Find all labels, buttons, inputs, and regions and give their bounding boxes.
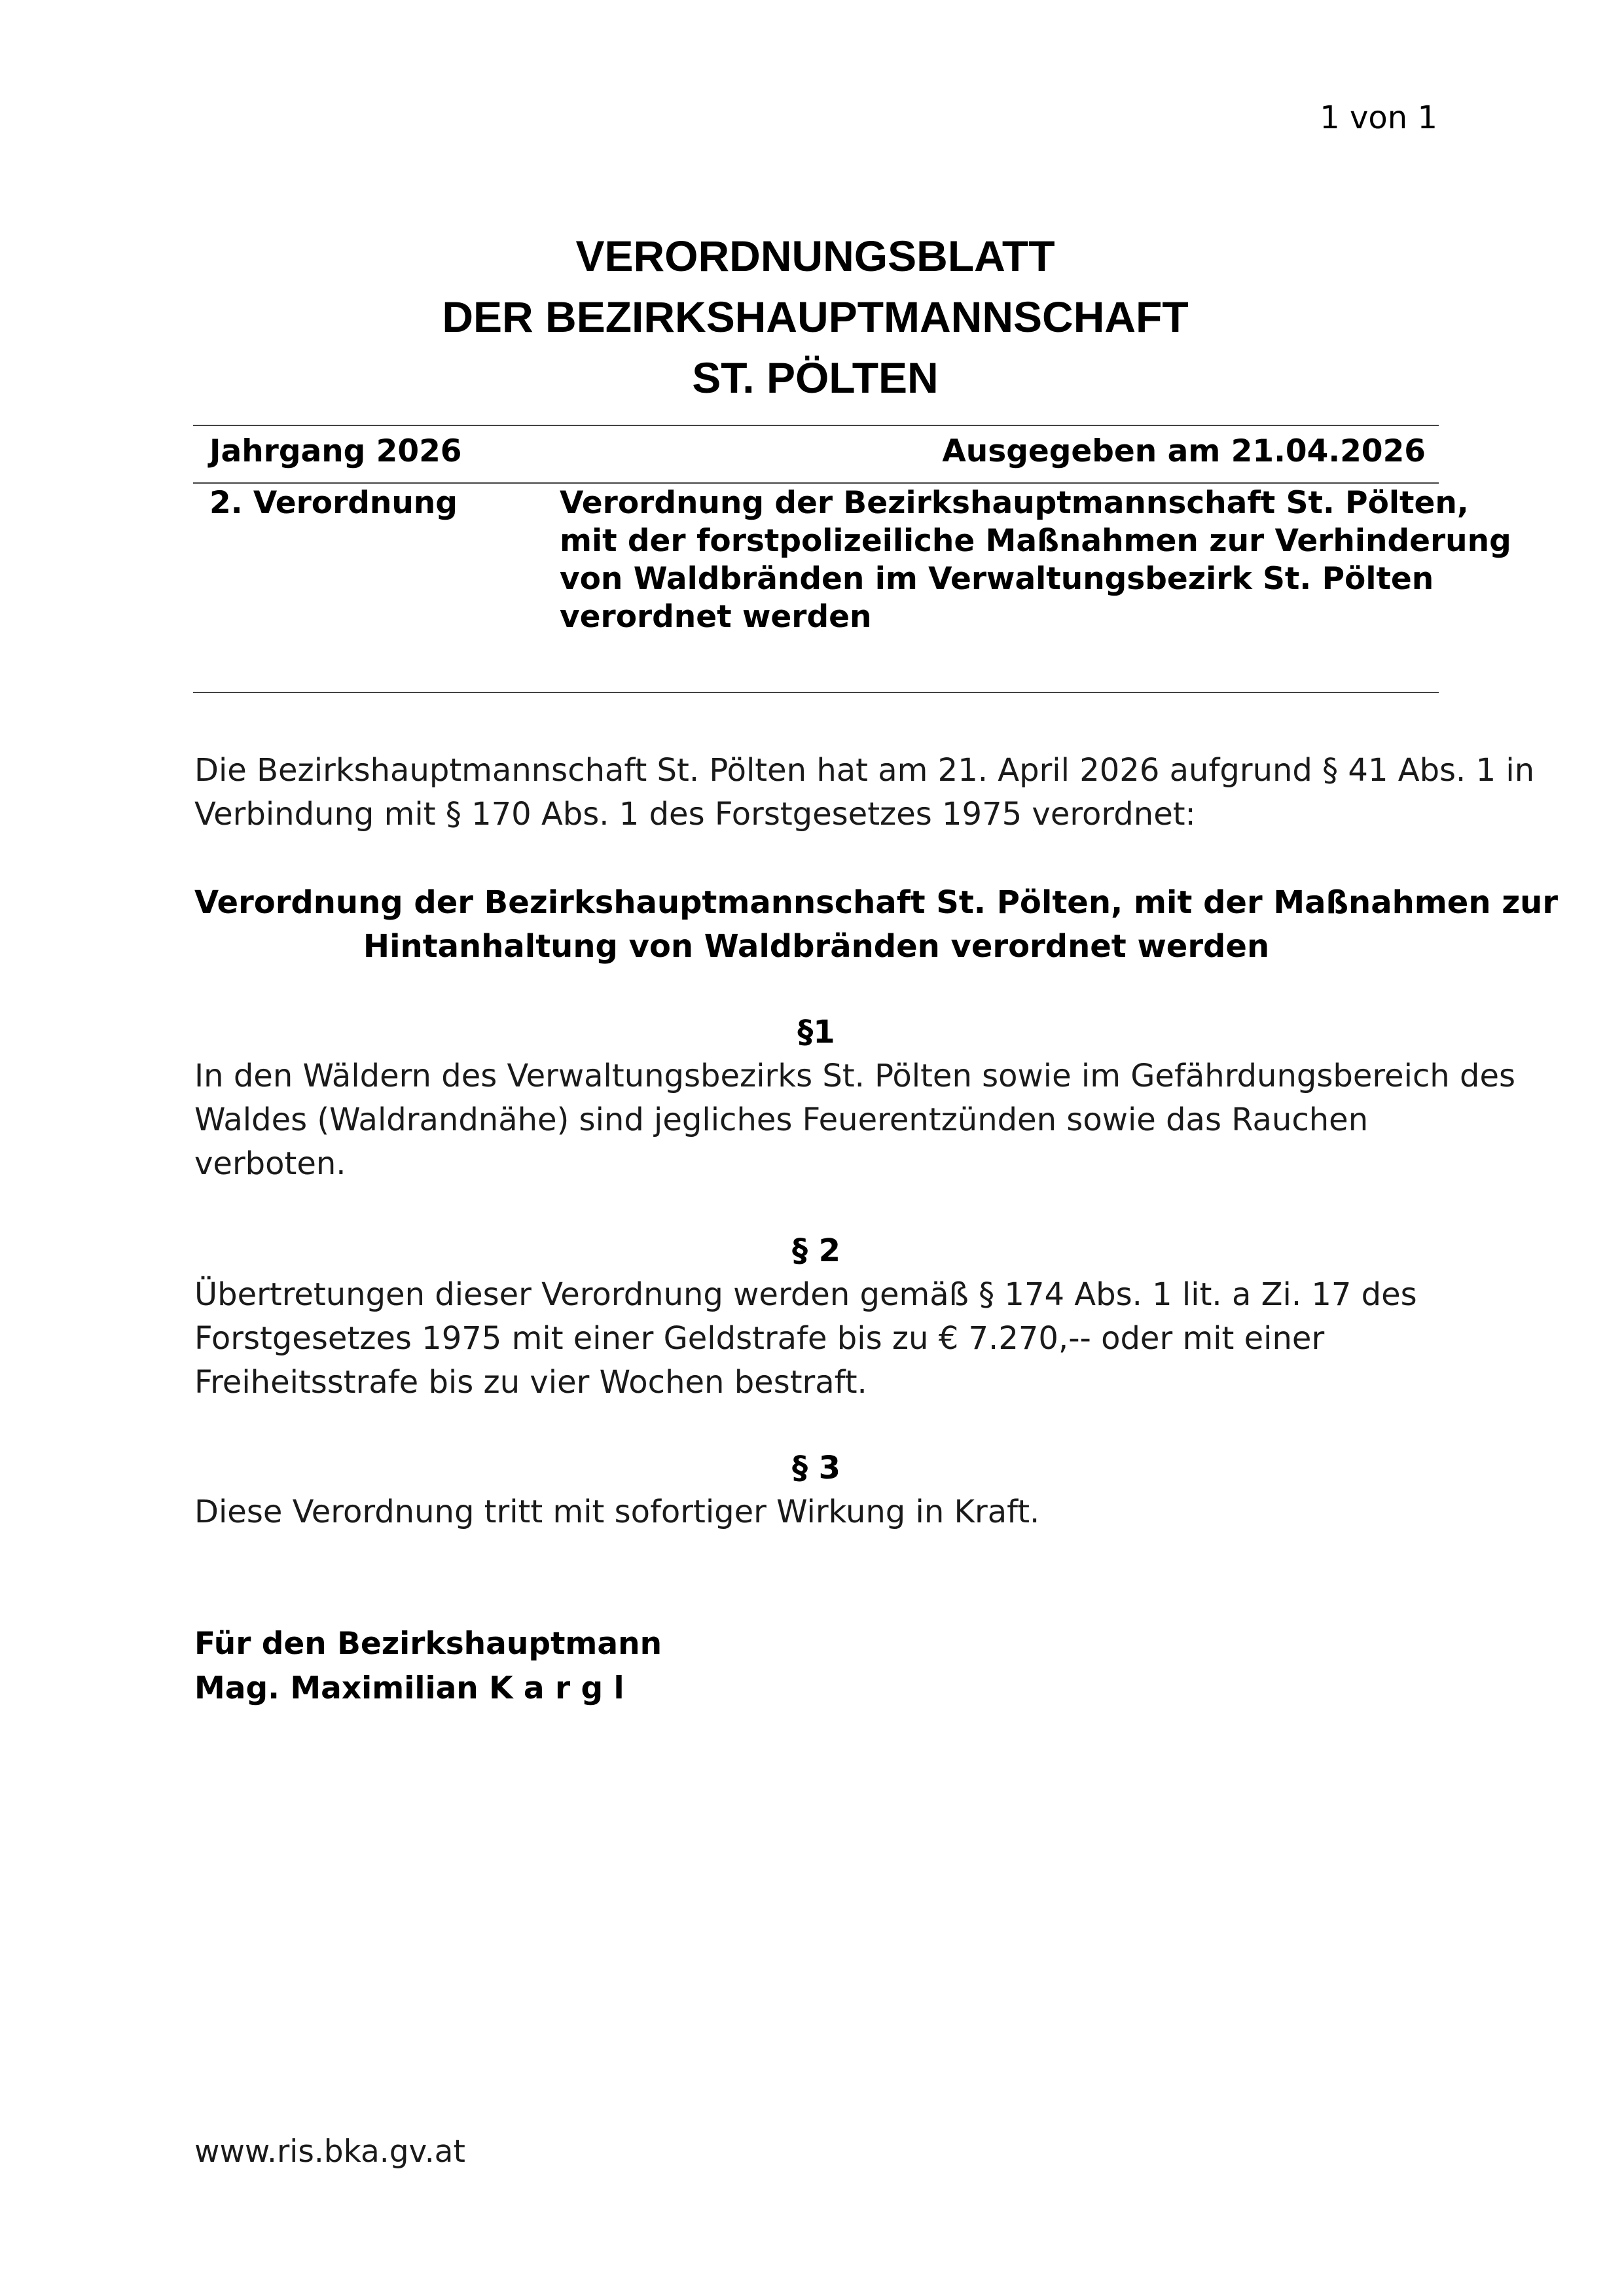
section-2-text <box>194 1273 1438 1405</box>
regulation-heading-line: Hintanhaltung von Waldbränden verordnet werden <box>363 928 1270 965</box>
issue-row <box>209 429 1426 475</box>
table-bottom-rule <box>193 692 1439 693</box>
section-2-line: Freiheitsstrafe bis zu vier Wochen bestraft. <box>194 1364 867 1401</box>
section-1-heading <box>194 1011 1438 1054</box>
page-number: 1 von 1 <box>1320 99 1437 136</box>
ordinance-title-line: Verordnung der Bezirkshauptmannschaft St. Pölten, <box>560 485 1469 521</box>
signature-name: Mag. Maximilian K a r g l <box>194 1670 624 1706</box>
ordinance-title-line: verordnet werden <box>560 599 872 635</box>
section-2-heading <box>194 1229 1438 1273</box>
issue-date: Ausgegeben am 21.04.2026 <box>942 433 1426 469</box>
section-1-line: In den Wäldern des Verwaltungsbezirks St. Pölten sowie im Gefährdungsbereich des <box>194 1058 1515 1094</box>
signature-block <box>194 1622 662 1711</box>
regulation-heading <box>194 881 1559 969</box>
section-2-line: Forstgesetzes 1975 mit einer Geldstrafe bis zu € 7.270,-- oder mit einer <box>194 1320 1325 1357</box>
section-3-text <box>194 1490 1438 1534</box>
section-1-line: verboten. <box>194 1145 346 1182</box>
ordinance-title-line: von Waldbränden im Verwaltungsbezirk St. Pölten <box>560 561 1434 597</box>
intro-paragraph <box>194 749 1535 836</box>
volume-year: Jahrgang 2026 <box>209 433 462 469</box>
section-1-text <box>194 1054 1515 1186</box>
section-1-line: Waldes (Waldrandnähe) sind jegliches Feuerentzünden sowie das Rauchen <box>194 1102 1369 1138</box>
table-top-rule <box>193 425 1439 426</box>
table-middle-rule <box>193 482 1439 484</box>
section-2-line: Übertretungen dieser Verordnung werden gemäß § 174 Abs. 1 lit. a Zi. 17 des <box>194 1276 1417 1313</box>
masthead <box>0 226 1624 408</box>
masthead-line-3: ST. PÖLTEN <box>692 353 939 402</box>
intro-line: Die Bezirkshauptmannschaft St. Pölten hat am 21. April 2026 aufgrund § 41 Abs. 1 in <box>194 752 1535 789</box>
intro-line: Verbindung mit § 170 Abs. 1 des Forstgesetzes 1975 verordnet: <box>194 796 1196 833</box>
section-3-symbol: § 3 <box>791 1450 841 1486</box>
masthead-line-2: DER BEZIRKSHAUPTMANNSCHAFT <box>442 293 1189 341</box>
section-2-symbol: § 2 <box>791 1232 841 1269</box>
regulation-heading-line: Verordnung der Bezirkshauptmannschaft St. Pölten, mit der Maßnahmen zur <box>194 884 1559 921</box>
section-1-symbol: §1 <box>797 1014 835 1050</box>
signature-role: Für den Bezirkshauptmann <box>194 1626 662 1662</box>
ordinance-number: 2. Verordnung <box>209 485 458 521</box>
masthead-line-1: VERORDNUNGSBLATT <box>575 232 1055 280</box>
ordinance-title <box>560 484 1511 636</box>
section-3-line: Diese Verordnung tritt mit sofortiger Wirkung in Kraft. <box>194 1494 1040 1530</box>
ordinance-title-line: mit der forstpolizeiliche Maßnahmen zur Verhinderung <box>560 523 1511 559</box>
footer-url[interactable]: www.ris.bka.gv.at <box>194 2134 465 2170</box>
section-3-heading <box>194 1446 1438 1490</box>
